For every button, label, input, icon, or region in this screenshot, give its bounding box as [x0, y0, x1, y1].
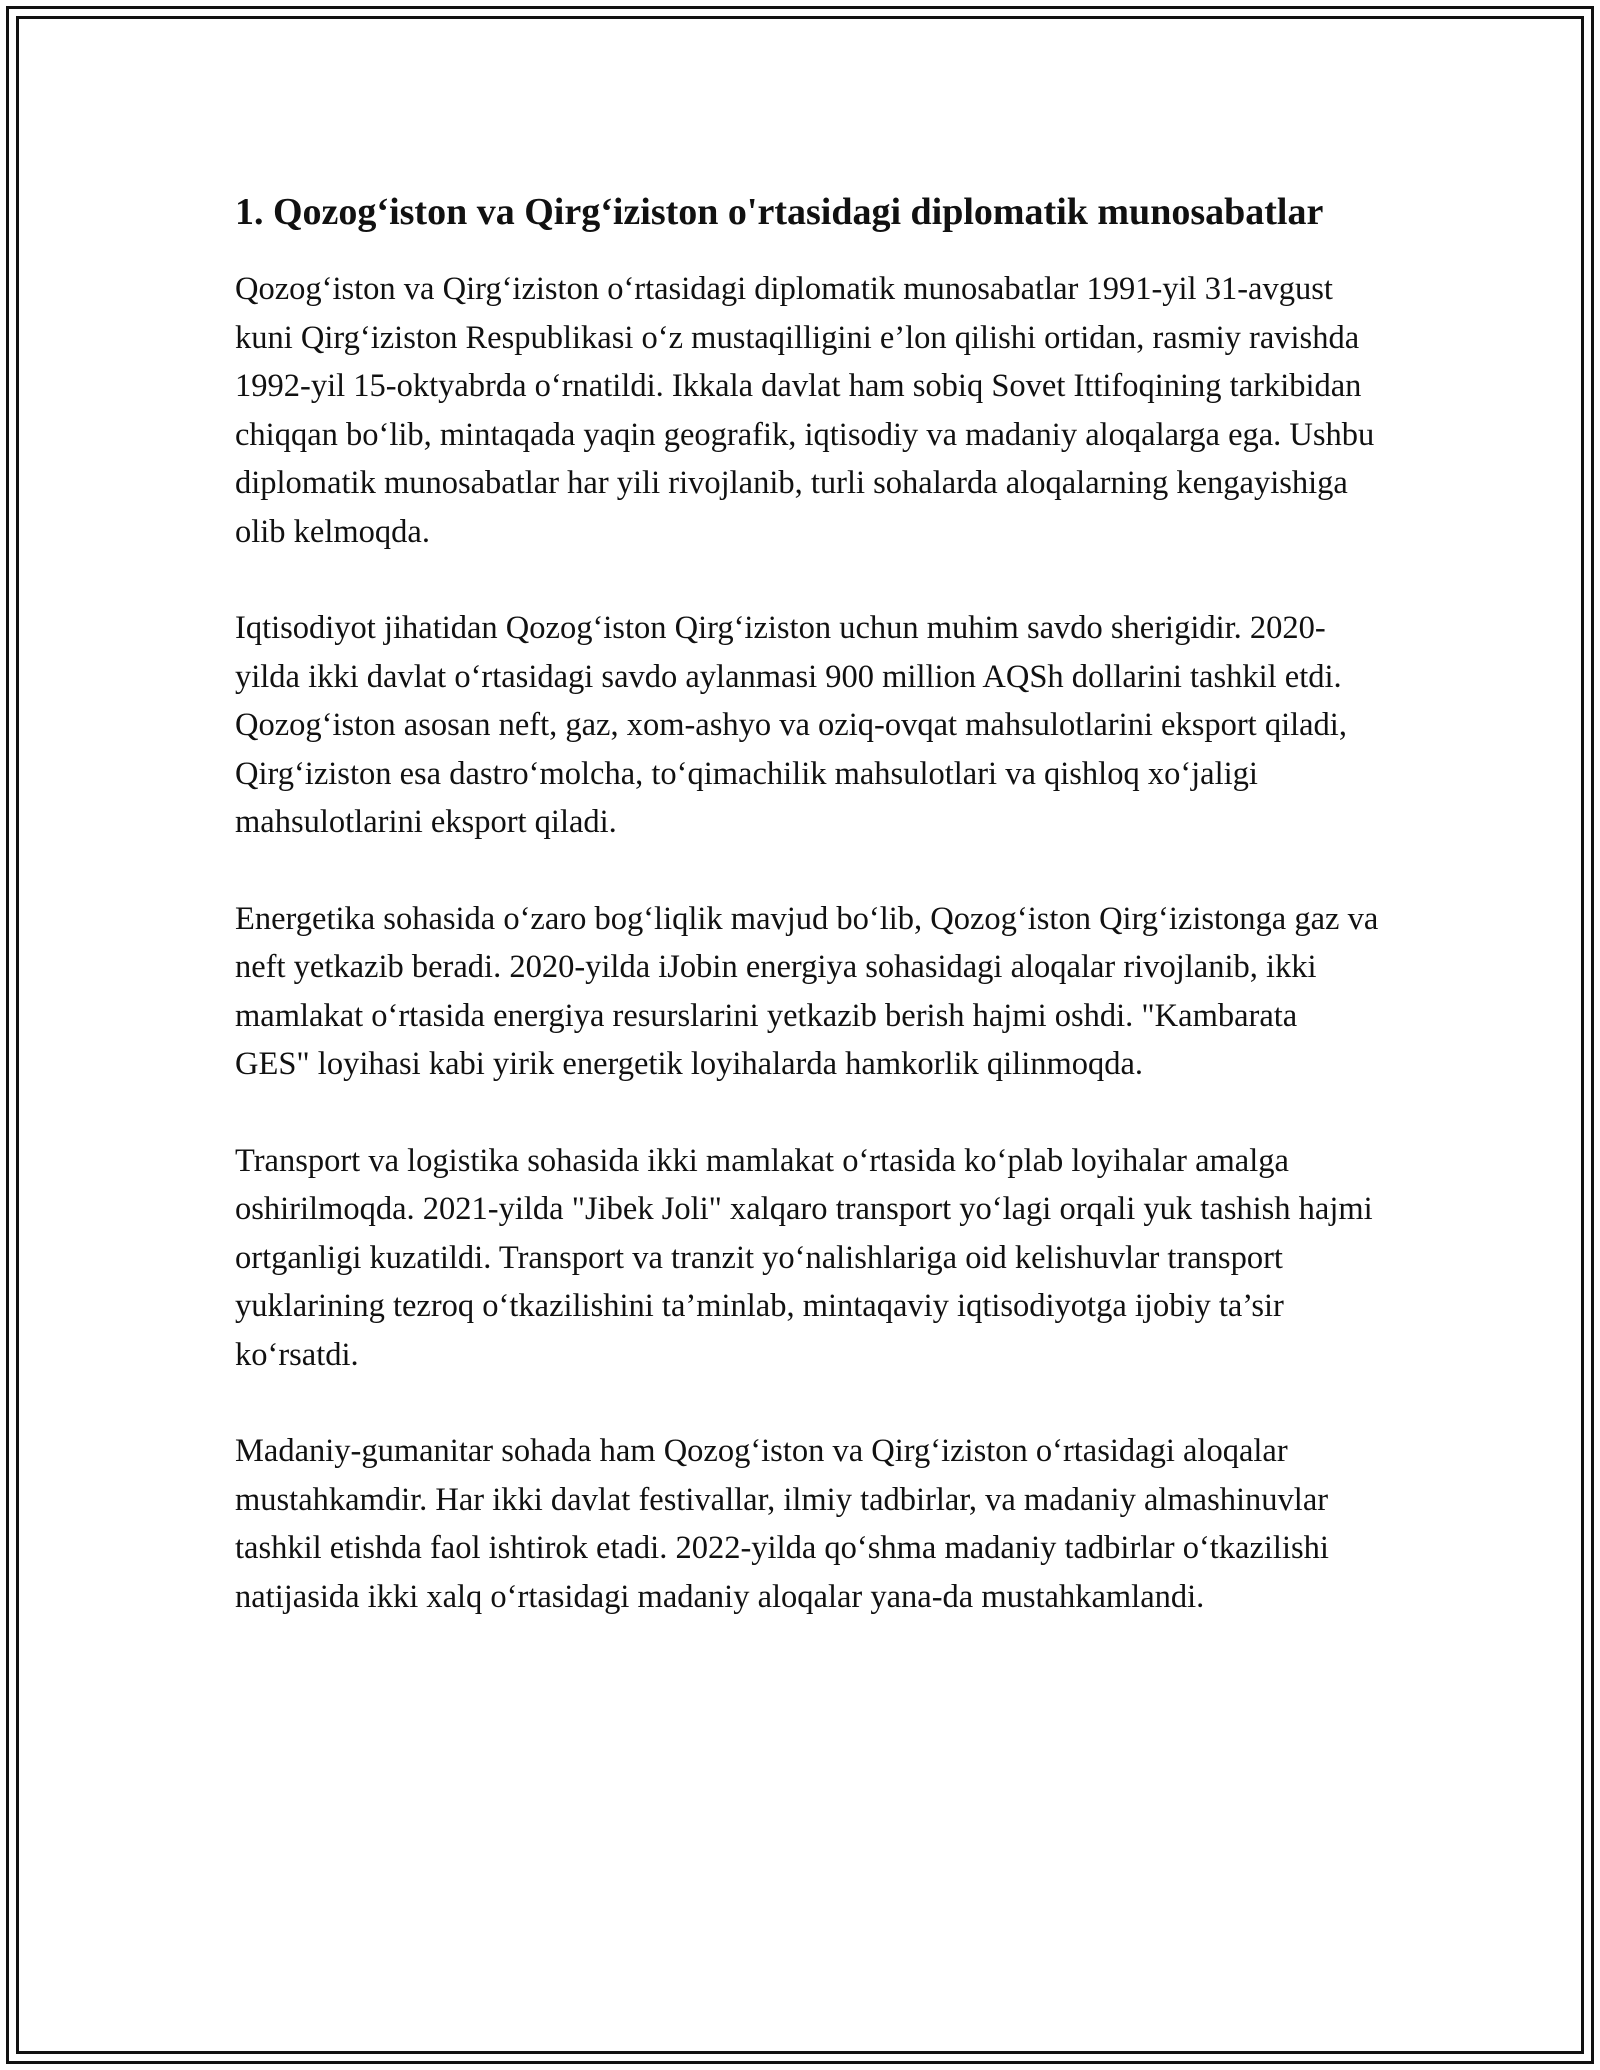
paragraph-economy: Iqtisodiyot jihatidan Qozog‘iston Qirg‘iziston uchun muhim savdo sherigidir. 2020-yilda ikki davlat o‘rtasidagi savdo aylanmasi 900 million AQSh dollarini tashkil etdi. Qozog‘iston asosan neft, gaz, xom-ashyo va oziq-ovqat mahsulotlarini eksport qiladi, Qirg‘iziston esa dastro‘molcha, to‘qimachilik mahsulotlari va qishloq xo‘jaligi mahsulotlarini eksport qiladi.: [235, 610, 1347, 840]
paragraph-culture: Madaniy-gumanitar sohada ham Qozog‘iston va Qirg‘iziston o‘rtasidagi aloqalar mustahkamdir. Har ikki davlat festivallar, ilmiy tadbirlar, va madaniy almashinuvlar tashkil etishda faol ishtirok etadi. 2022-yilda qo‘shma madaniy tadbirlar o‘tkazilishi natijasida ikki xalq o‘rtasidagi madaniy aloqalar yana-da mustahkamlandi.: [235, 1433, 1329, 1615]
paragraph-diplomatic-relations: Qozog‘iston va Qirg‘iziston o‘rtasidagi diplomatik munosabatlar 1991-yil 31-avgust kuni Qirg‘iziston Respublikasi o‘z mustaqilligini e’lon qilishi ortidan, rasmiy ravishda 1992-yil 15-oktyabrda o‘rnatildi. Ikkala davlat ham sobiq Sovet Ittifoqining tarkibidan chiqqan bo‘lib, mintaqada yaqin geografik, iqtisodiy va madaniy aloqalarga ega. Ushbu diplomatik munosabatlar har yili rivojlanib, turli sohalarda aloqalarning kengayishiga olib kelmoqda.: [235, 271, 1375, 550]
paragraph-transport: Transport va logistika sohasida ikki mamlakat o‘rtasida ko‘plab loyihalar amalga oshirilmoqda. 2021-yilda "Jibek Joli" xalqaro transport yo‘lagi orqali yuk tashish hajmi ortganligi kuzatildi. Transport va tranzit yo‘nalishlariga oid kelishuvlar transport yuklarining tezroq o‘tkazilishini ta’minlab, mintaqaviy iqtisodiyotga ijobiy ta’sir ko‘rsatdi.: [235, 1142, 1373, 1373]
document-body: [235, 185, 1380, 1669]
paragraph-energy: Energetika sohasida o‘zaro bog‘liqlik mavjud bo‘lib, Qozog‘iston Qirg‘izistonga gaz va neft yetkazib beradi. 2020-yilda iJobin energiya sohasidagi aloqalar rivojlanib, ikki mamlakat o‘rtasida energiya resurslarini yetkazib berish hajmi oshdi. "Kambarata GES" loyihasi kabi yirik energetik loyihalarda hamkorlik qilinmoqda.: [235, 900, 1379, 1082]
page-title: 1. Qozog‘iston va Qirg‘iziston o'rtasidagi diplomatik munosabatlar: [235, 191, 1324, 233]
